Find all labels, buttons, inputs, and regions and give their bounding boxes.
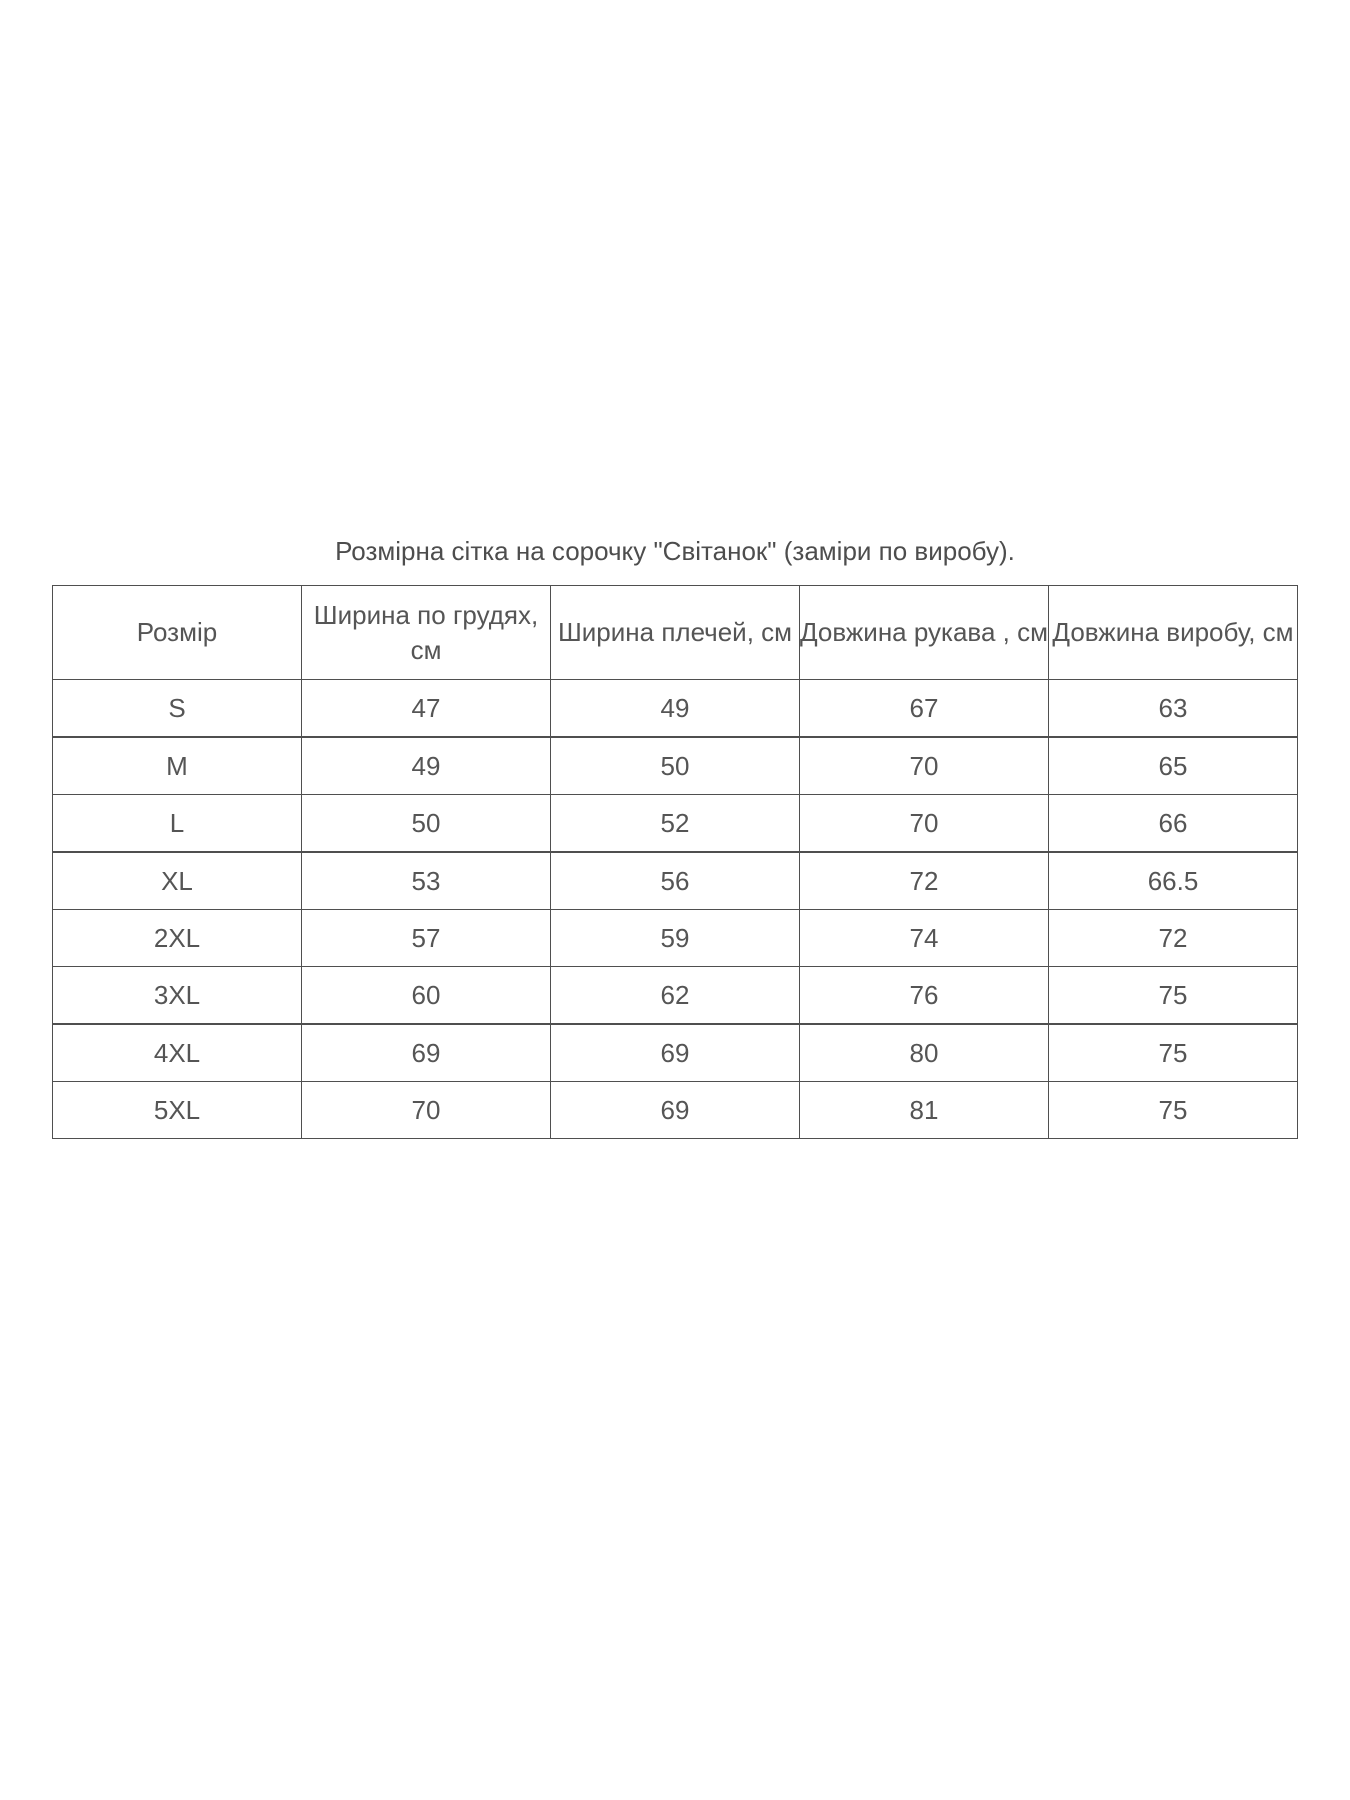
table-cell: XL [53,852,302,910]
table-cell: 80 [800,1024,1049,1082]
table-cell: 69 [551,1024,800,1082]
table-cell: 75 [1049,1082,1298,1139]
table-cell: 81 [800,1082,1049,1139]
table-cell: 66.5 [1049,852,1298,910]
table-cell: 60 [302,967,551,1025]
header-shoulder-width: Ширина плечей, см [551,586,800,680]
table-cell: 62 [551,967,800,1025]
table-row [53,852,1298,910]
table-cell: 74 [800,910,1049,967]
table-cell: 70 [800,795,1049,853]
table-cell: 72 [800,852,1049,910]
table-cell: L [53,795,302,853]
table-row [53,680,1298,738]
header-garment-length: Довжина виробу, см [1049,586,1298,680]
table-cell: 2XL [53,910,302,967]
table-cell: 63 [1049,680,1298,738]
table-cell: 75 [1049,967,1298,1025]
table-cell: 59 [551,910,800,967]
size-chart-table [52,585,1298,1139]
table-row [53,737,1298,795]
table-row [53,967,1298,1025]
table-cell: 70 [302,1082,551,1139]
table-cell: 4XL [53,1024,302,1082]
table-cell: 49 [551,680,800,738]
table-cell: 76 [800,967,1049,1025]
table-cell: 75 [1049,1024,1298,1082]
table-cell: M [53,737,302,795]
table-cell: 52 [551,795,800,853]
table-row [53,1082,1298,1139]
size-chart-caption: Розмірна сітка на сорочку "Світанок" (заміри по виробу). [335,536,1015,566]
table-row [53,1024,1298,1082]
table-cell: 47 [302,680,551,738]
table-cell: 56 [551,852,800,910]
header-sleeve-length: Довжина рукава , см [800,586,1049,680]
header-size: Розмір [53,586,302,680]
table-header-row [53,586,1298,680]
table-cell: 69 [302,1024,551,1082]
table-cell: 69 [551,1082,800,1139]
table-cell: 72 [1049,910,1298,967]
table-cell: 53 [302,852,551,910]
table-cell: 5XL [53,1082,302,1139]
header-chest-width: Ширина по грудях, см [302,586,551,680]
table-cell: 50 [302,795,551,853]
table-cell: 57 [302,910,551,967]
table-cell: S [53,680,302,738]
table-cell: 50 [551,737,800,795]
table-cell: 3XL [53,967,302,1025]
table-cell: 65 [1049,737,1298,795]
table-cell: 67 [800,680,1049,738]
table-cell: 49 [302,737,551,795]
table-cell: 70 [800,737,1049,795]
table-row [53,795,1298,853]
table-cell: 66 [1049,795,1298,853]
table-row [53,910,1298,967]
